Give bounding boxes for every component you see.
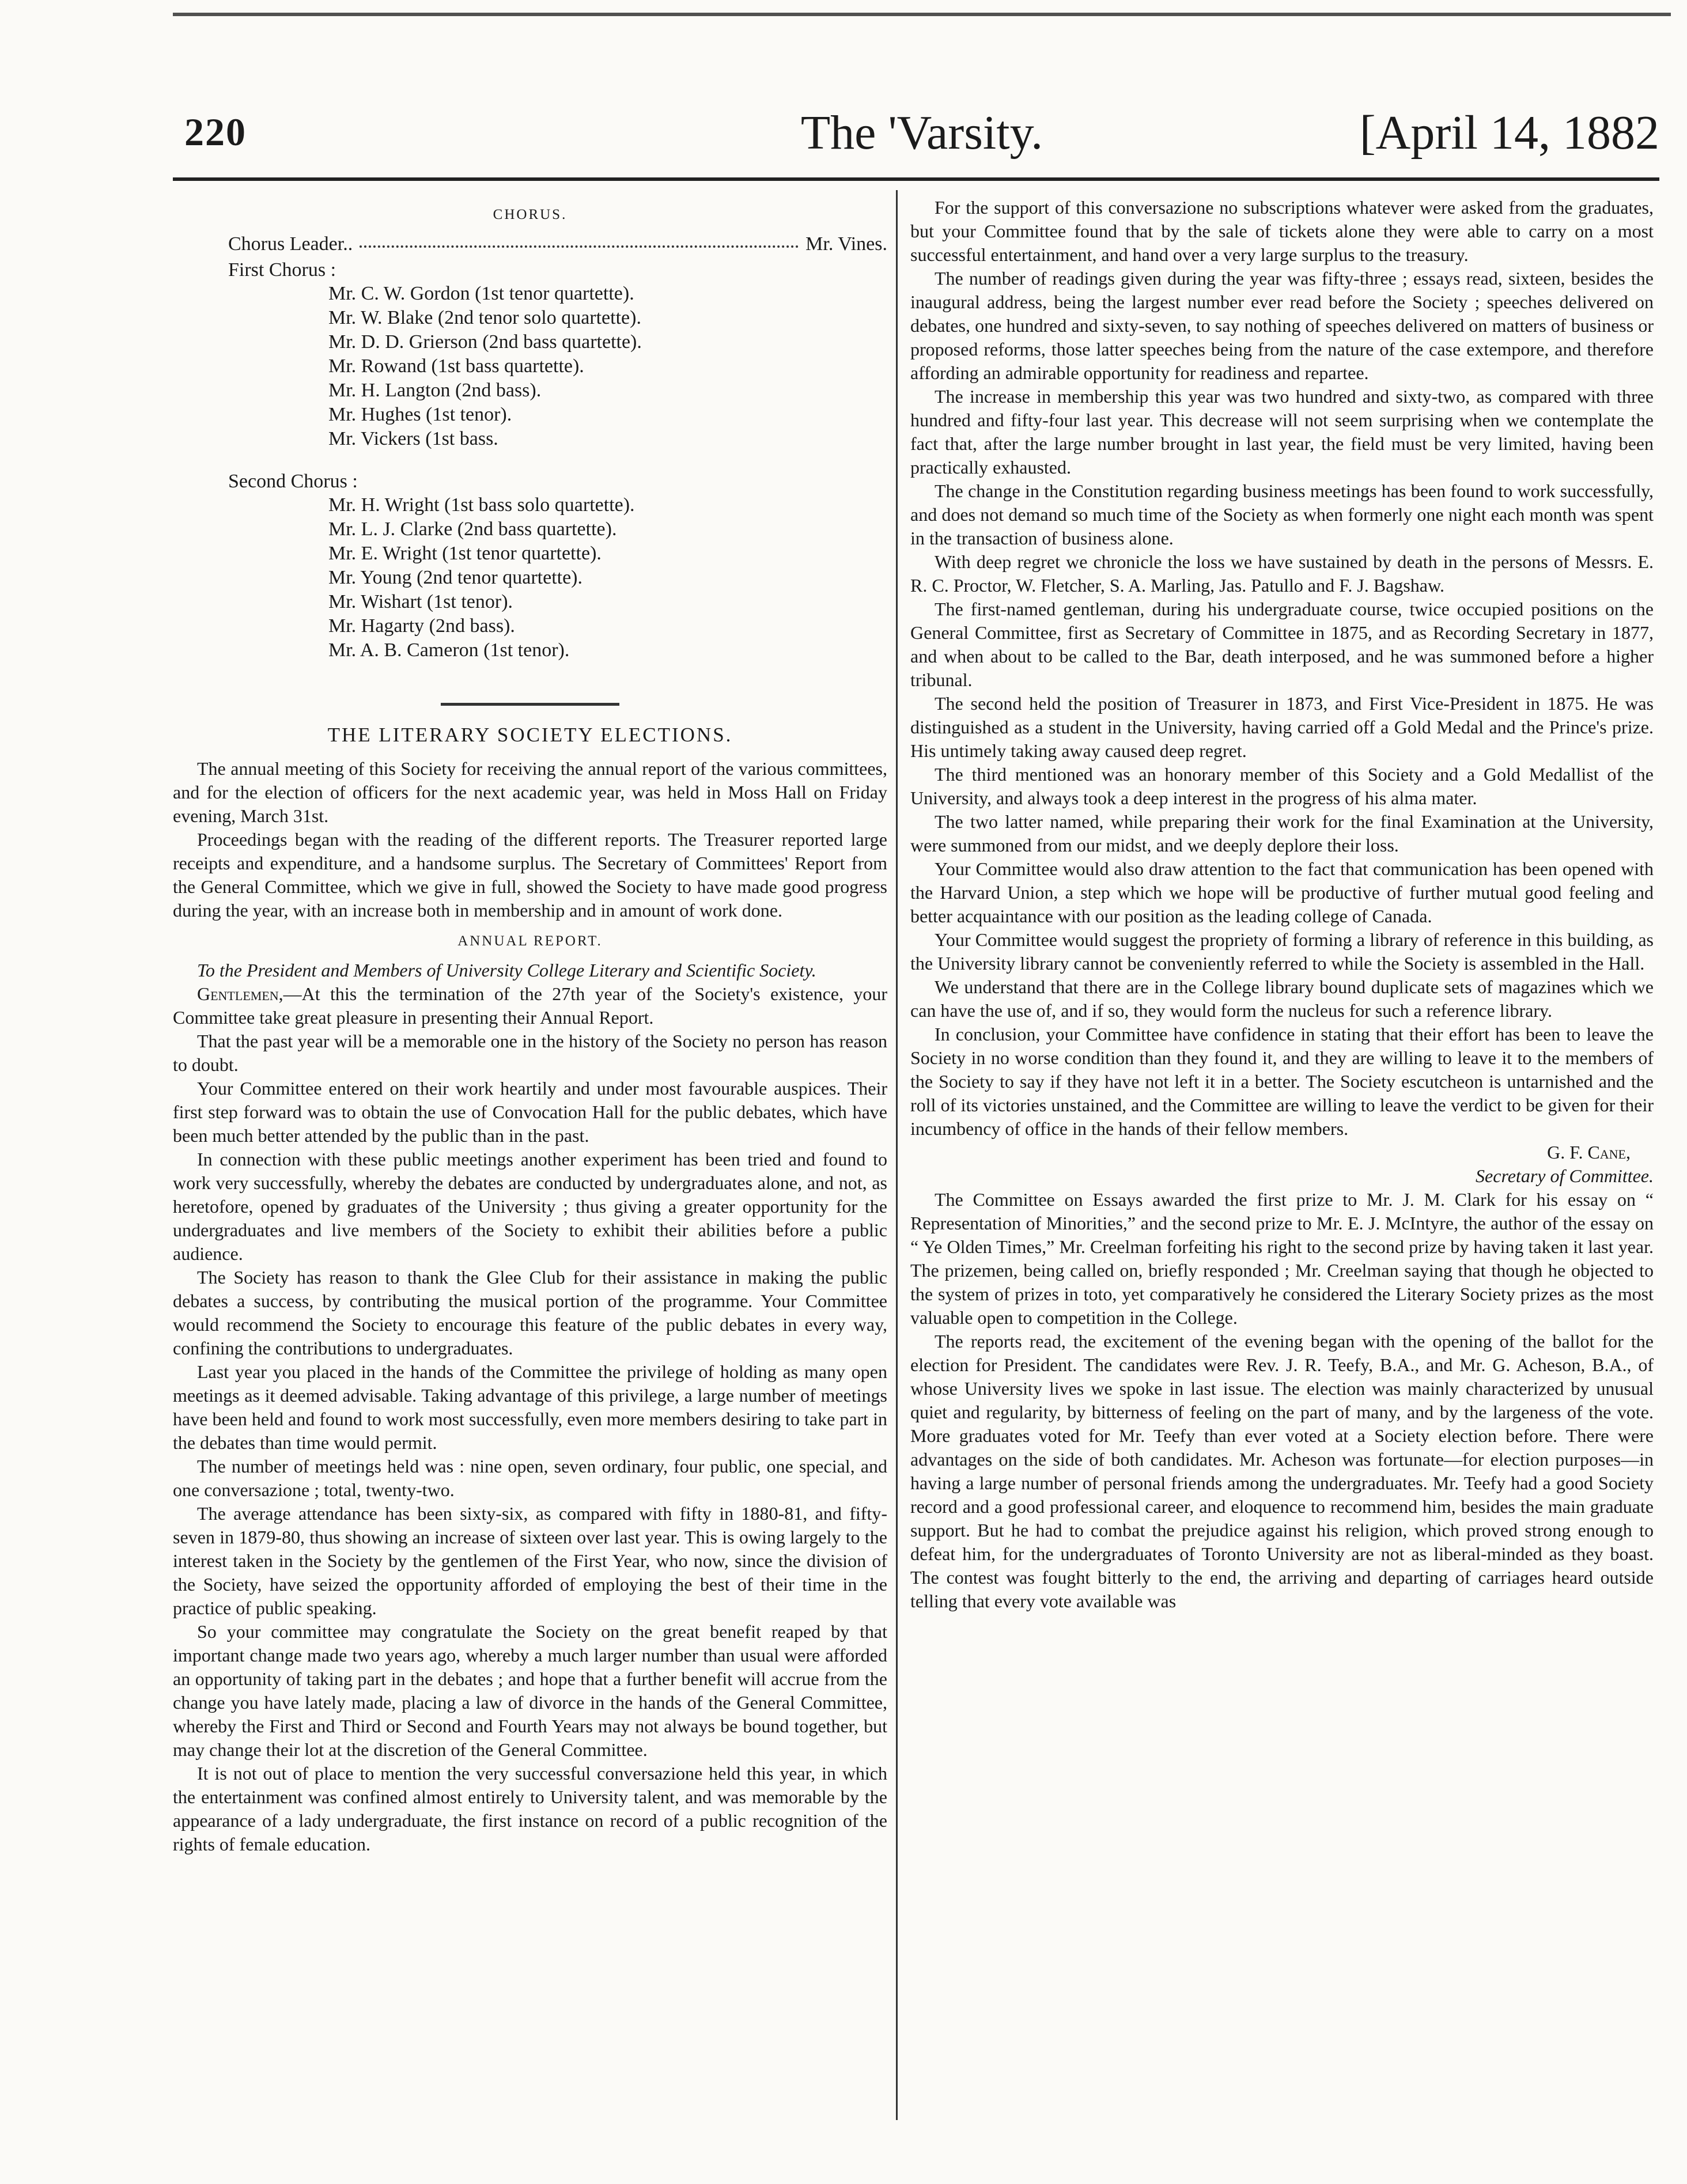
page-top-edge [173,13,1671,16]
chorus-leader-line [228,232,887,256]
left-column [173,196,887,1856]
issue-date: [April 14, 1882 [1359,106,1659,160]
first-chorus-title: First Chorus : [228,259,336,281]
chorus-member: Mr. W. Blake (2nd tenor solo quartette). [328,307,641,328]
article-paragraph: The change in the Constitution regarding business meetings has been found to work successfully, and does not demand so much time of the Society as when formerly one night each month was spent in the transaction of business alone. [910,480,1654,548]
article-paragraph: The increase in membership this year was two hundred and sixty-two, as compared with three hundred and fifty-four last year. This decrease will not seem surprising when we contemplate the fact that, after the large number brought in last year, the field must be very limited, having been practically exhausted. [910,386,1654,478]
chorus-member: Mr. L. J. Clarke (2nd bass quartette). [328,518,617,540]
article-paragraph: The third mentioned was an honorary member of this Society and a Gold Medallist of the University, and always took a deep interest in the progress of his alma mater. [910,764,1654,808]
chorus-leader-label: Chorus Leader.. [228,233,353,255]
second-chorus-title: Second Chorus : [228,471,358,492]
article-paragraph: We understand that there are in the College library bound duplicate sets of magazines which we can have the use of, and if so, they would form the nucleus for such a reference library. [910,976,1654,1021]
chorus-member: Mr. Rowand (1st bass quartette). [328,355,584,377]
article-heading: THE LITERARY SOCIETY ELECTIONS. [327,724,733,746]
signature-name: G. F. Cane, [1547,1142,1631,1163]
section-rule [441,703,619,706]
article-paragraph: It is not out of place to mention the very successful conversazione held this year, in which the entertainment was confined almost entirely to University talent, and was memorable by the appearance of a lady undergraduate, the first instance on record of a public recognition of the rights of female education. [173,1763,887,1854]
chorus-member: Mr. Wishart (1st tenor). [328,591,513,612]
chorus-member: Mr. Young (2nd tenor quartette). [328,567,583,588]
article-paragraph: The number of readings given during the year was fifty-three ; essays read, sixteen, besides the inaugural address, being the largest number ever read before the Society ; speeches delivered on debates, one hundred and sixty-seven, to say nothing of speeches delivered on matters of business or proposed reforms, those latter speeches being from the nature of the case extempore, and therefore affording an admirable opportunity for readiness and repartee. [910,268,1654,383]
right-column [910,196,1654,1613]
article-paragraph: Your Committee would suggest the propriety of forming a library of reference in this building, as the University library cannot be conveniently referred to while the Society is assembled in the Hall. [910,929,1654,974]
article-paragraph: For the support of this conversazione no subscriptions whatever were asked from the graduates, but your Committee found that by the sale of tickets alone they were able to carry on a most successful entertainment, and hand over a very large surplus to the treasury. [910,197,1654,265]
article-paragraph: The Committee on Essays awarded the first prize to Mr. J. M. Clark for his essay on “ Representation of Minorities,” and the second prize to Mr. E. J. McIntyre, the author of the essay on “ Ye Olden Times,” Mr. Creelman forfeiting his right to the second prize by having taken it last year. The prizemen, being called on, briefly responded ; Mr. Creelman saying that though he objected to the system of prizes in toto, yet comparatively he considered the Literary Society prizes as the most valuable open to competition in the College. [910,1189,1654,1328]
article-paragraph: With deep regret we chronicle the loss we have sustained by death in the persons of Messrs. E. R. C. Proctor, W. Fletcher, S. A. Marling, Jas. Patullo and F. J. Bagshaw. [910,551,1654,596]
chorus-member: Mr. Hughes (1st tenor). [328,404,512,425]
chorus-member: Mr. Vickers (1st bass. [328,428,498,449]
article-paragraph: In connection with these public meetings another experiment has been tried and found to work very successfully, whereby the debates are conducted by undergraduates alone, and not, as heretofore, opened by graduates of the University ; thus giving a greater opportunity for the undergraduates and live members of the Society to exhibit their abilities before a public audience. [173,1149,887,1264]
article-paragraph: The two latter named, while preparing their work for the final Examination at the University, were summoned from our midst, and we deeply deplore their loss. [910,811,1654,856]
chorus-member: Mr. D. D. Grierson (2nd bass quartette). [328,331,642,353]
chorus-member: Mr. A. B. Cameron (1st tenor). [328,639,570,661]
chorus-member: Mr. C. W. Gordon (1st tenor quartette). [328,283,634,304]
article-paragraph: In conclusion, your Committee have confidence in stating that their effort has been to leave the Society in no worse condition than they found it, and they are willing to leave it to the members of the Society to say if they have not left it in a better. The Society escutcheon is untarnished and the roll of its victories unstained, and the Committee are willing to leave the verdict to be given for their incumbency of office in the hands of their fellow members. [910,1024,1654,1139]
chorus-member: Mr. H. Langton (2nd bass). [328,380,542,401]
article-paragraph: That the past year will be a memorable one in the history of the Society no person has reason to doubt. [173,1031,887,1075]
article-paragraph: The second held the position of Treasurer in 1873, and First Vice-President in 1875. He was distinguished as a student in the University, having carried off a Gold Medal and the Prince's prize. His untimely taking away caused deep regret. [910,693,1654,761]
page-number: 220 [184,110,247,154]
report-heading: ANNUAL REPORT. [457,933,603,949]
article-paragraph: Your Committee entered on their work heartily and under most favourable auspices. Their first step forward was to obtain the use of Convocation Hall for the public debates, which have been much better attended by the public than in the past. [173,1078,887,1146]
salutation: Gentlemen, [197,983,283,1004]
article-paragraph: So your committee may congratulate the Society on the great benefit reaped by that important change made two years ago, whereby a much larger number than usual were afforded an opportunity of taking part in the debates ; and hope that a further benefit will accrue from the change you have lately made, placing a law of divorce in the hands of the General Committee, whereby the First and Third or Second and Fourth Years may not always be bound together, but may change their lot at the discretion of the General Committee. [173,1621,887,1760]
article-paragraph: Your Committee would also draw attention to the fact that communication has been opened with the Harvard Union, a step which we hope will be productive of further mutual good feeling and better acquaintance with our position as the leading college of Canada. [910,858,1654,926]
report-address: To the President and Members of University College Literary and Scientific Society. [197,960,816,981]
column-divider [896,190,898,2120]
chorus-title: CHORUS. [493,207,568,222]
article-paragraph: Last year you placed in the hands of the Committee the privilege of holding as many open meetings as it deemed advisable. Taking advantage of this privilege, a large number of meetings have been held and found to work most successfully, even more members desiring to take part in the debates than time would permit. [173,1361,887,1453]
report-opening [173,982,887,1029]
article-paragraph: Proceedings began with the reading of the different reports. The Treasurer reported large receipts and expenditure, and a handsome surplus. The Secretary of Committees' Report from the General Committee, which we give in full, showed the Society to have made good progress during the year, with an increase both in membership and in amount of work done. [173,829,887,921]
article-paragraph: The annual meeting of this Society for receiving the annual report of the various committees, and for the election of officers for the next academic year, was held in Moss Hall on Friday evening, March 31st. [173,758,887,826]
leader-dots [360,232,799,248]
chorus-member: Mr. E. Wright (1st tenor quartette). [328,543,602,564]
chorus-member: Mr. Hagarty (2nd bass). [328,615,515,637]
opening-text: —At this the termination of the 27th year of the Society's existence, your Committee take great pleasure in presenting their Annual Report. [173,983,887,1028]
article-paragraph: The Society has reason to thank the Glee Club for their assistance in making the public debates a success, by contributing the musical portion of the programme. Your Committee would recommend the Society to encourage this feature of the public debates in every way, confining the contributions to undergraduates. [173,1267,887,1358]
article-paragraph: The number of meetings held was : nine open, seven ordinary, four public, one special, and one conversazione ; total, twenty-two. [173,1456,887,1500]
newspaper-title: The 'Varsity. [800,106,1043,160]
chorus-member: Mr. H. Wright (1st bass solo quartette). [328,494,635,516]
header-rule [173,177,1659,181]
page-header [184,106,1659,173]
article-paragraph: The average attendance has been sixty-six, as compared with fifty in 1880-81, and fifty-seven in 1879-80, thus showing an increase of sixteen over last year. This is owing largely to the interest taken in the Society by the gentlemen of the First Year, who now, since the division of the Society, have seized the opportunity afforded of employing the best of their time in the practice of public speaking. [173,1503,887,1618]
article-paragraph: The reports read, the excitement of the evening began with the opening of the ballot for the election for President. The candidates were Rev. J. R. Teefy, B.A., and Mr. G. Acheson, B.A., of whose University lives we spoke in last issue. The election was mainly characterized by unusual quiet and regularity, by bitterness of feeling on the part of many, and by the largeness of the vote. More graduates voted for Mr. Teefy than ever voted at a Society election before. There were advantages on the side of both candidates. Mr. Acheson was fortunate—for election purposes—in having a large number of personal friends among the undergraduates. Mr. Teefy had a good Society record and a good professional career, and eloquence to recommend him, besides the main graduate support. But he had to combat the prejudice against his religion, which proved strong enough to defeat him, for the undergraduates of Toronto University are not as liberal-minded as they boast. The contest was fought bitterly to the end, the arriving and departing of carriages heard outside telling that every vote available was [910,1331,1654,1611]
article-paragraph: The first-named gentleman, during his undergraduate course, twice occupied positions on the General Committee, first as Secretary of Committee in 1875, and as Recording Secretary in 1877, and when about to be called to the Bar, death interposed, and he was summoned before a higher tribunal. [910,599,1654,690]
signature-title: Secretary of Committee. [1476,1165,1654,1186]
chorus-leader-name: Mr. Vines. [805,233,887,255]
